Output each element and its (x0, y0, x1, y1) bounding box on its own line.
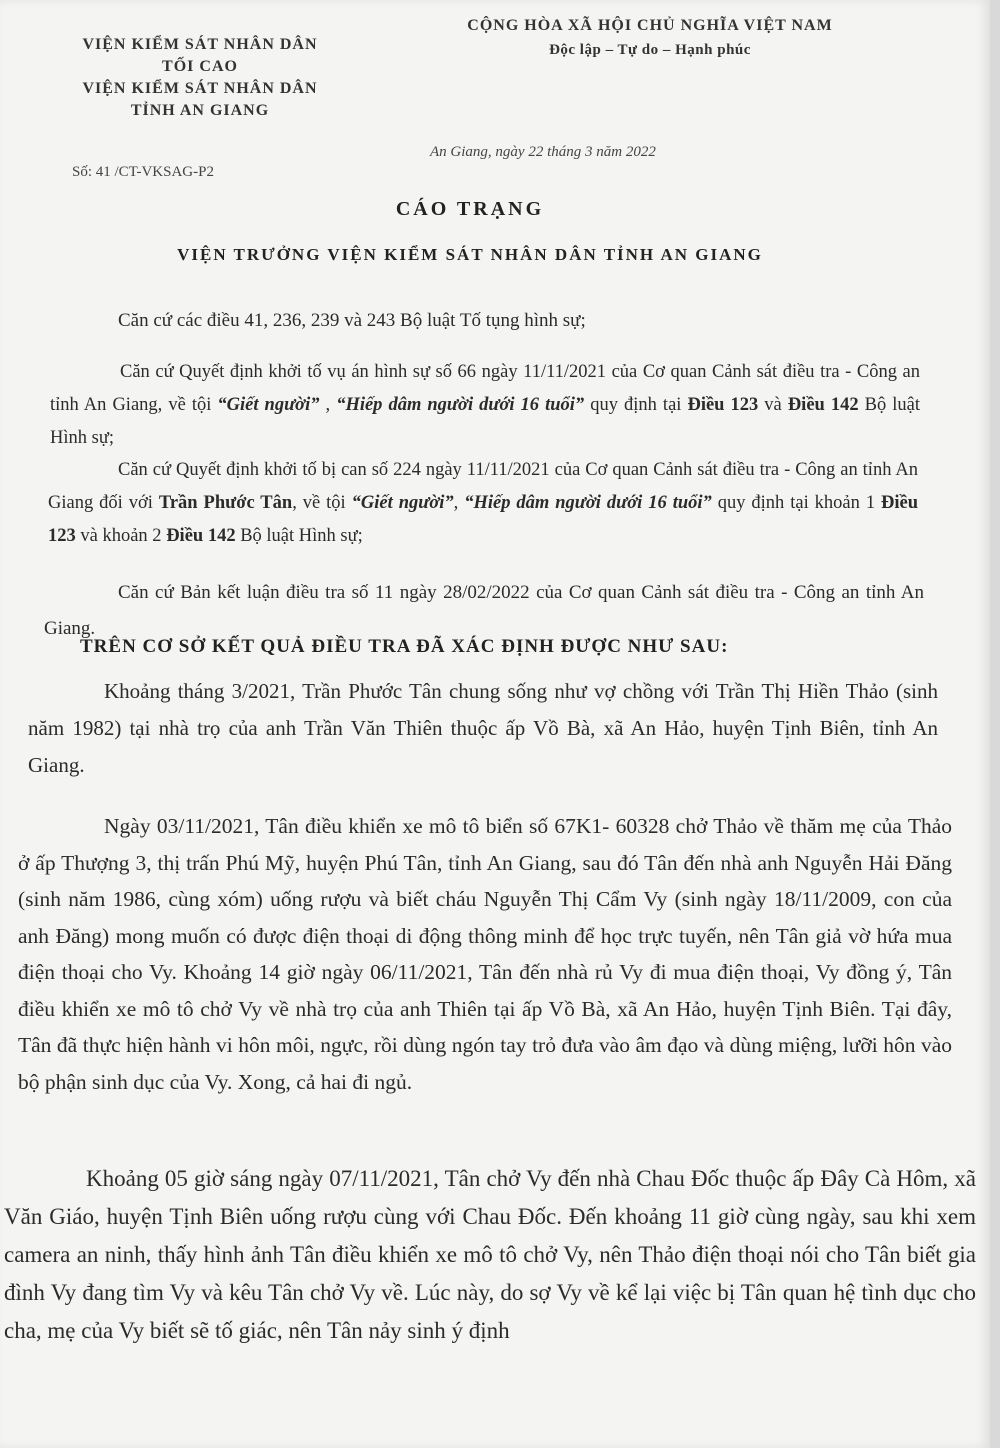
section-heading: TRÊN CƠ SỞ KẾT QUẢ ĐIỀU TRA ĐÃ XÁC ĐỊNH ĐƯỢC NHƯ SAU: (80, 636, 729, 657)
text-run: Căn cứ Quyết định khởi tố bị can số 224 ngày 11/11/2021 của Cơ quan Cảnh sát điều tra - Công an tỉnh An Giang đối với (48, 460, 918, 513)
text-run: , về tội (292, 493, 352, 513)
document-subtitle: VIỆN TRƯỞNG VIỆN KIỂM SÁT NHÂN DÂN TỈNH AN GIANG (177, 245, 763, 264)
agency-line: TỈNH AN GIANG (130, 102, 270, 119)
article-ref: Điều 142 (787, 395, 859, 415)
paragraph-facts-1: Khoảng tháng 3/2021, Trần Phước Tân chung sống như vợ chồng với Trần Thị Hiền Thảo (sinh năm 1982) tại nhà trọ của anh Trần Văn Thiên thuộc ấp Vồ Bà, xã An Hảo, huyện Tịnh Biên, tỉnh An Giang. (28, 679, 938, 777)
document-number: Số: 41 /CT-VKSAG-P2 (72, 164, 214, 180)
text-run: và (758, 395, 788, 415)
paragraph-legal-basis-3 (48, 454, 918, 553)
article-ref: Điều 123 (687, 395, 759, 415)
text-run: , (319, 395, 337, 415)
defendant-name: Trần Phước Tân (158, 493, 293, 513)
document-title: CÁO TRẠNG (395, 198, 545, 220)
text-run: và khoản 2 (75, 526, 167, 546)
paragraph-legal-basis-1: Căn cứ các điều 41, 236, 239 và 243 Bộ luật Tố tụng hình sự; (118, 310, 586, 331)
country-name: CỘNG HÒA XÃ HỘI CHỦ NGHĨA VIỆT NAM (467, 17, 833, 34)
agency-line: VIỆN KIỂM SÁT NHÂN DÂN (82, 36, 318, 53)
agency-line: TỐI CAO (162, 58, 238, 75)
crime-name: “Giết người” (217, 395, 320, 415)
national-motto: Độc lập – Tự do – Hạnh phúc (549, 42, 751, 58)
national-heading (390, 14, 910, 62)
article-ref: Điều 123 (48, 493, 919, 546)
text-run: quy định tại khoản 1 (711, 493, 882, 513)
crime-name: “Giết người” (351, 493, 454, 513)
text-run: Bộ luật Hình sự; (50, 395, 921, 448)
document-date: An Giang, ngày 22 tháng 3 năm 2022 (430, 144, 656, 160)
text-run: Căn cứ Quyết định khởi tố vụ án hình sự số 66 ngày 11/11/2021 của Cơ quan Cảnh sát điều tra - Công an tỉnh An Giang, về tội (50, 362, 920, 415)
issuing-agency (30, 34, 370, 122)
text-run: Bộ luật Hình sự; (235, 526, 363, 546)
text-run: , (453, 493, 465, 513)
agency-line: VIỆN KIỂM SÁT NHÂN DÂN (82, 80, 318, 97)
crime-name: “Hiếp dâm người dưới 16 tuổi” (464, 493, 712, 513)
text-run: quy định tại (584, 395, 688, 415)
paragraph-facts-2: Ngày 03/11/2021, Tân điều khiển xe mô tô biển số 67K1- 60328 chở Thảo về thăm mẹ của Thảo ở ấp Thượng 3, thị trấn Phú Mỹ, huyện Phú Tân, tỉnh An Giang, sau đó Tân đến nhà anh Nguyễn Hải Đăng (sinh năm 1986, cùng xóm) uống rượu và biết cháu Nguyễn Thị Cẩm Vy (sinh ngày 18/11/2009, con của anh Đăng) mong muốn có được điện thoại di động thông minh để học trực tuyến, nên Tân giả vờ hứa mua điện thoại cho Vy. Khoảng 14 giờ ngày 06/11/2021, Tân đến nhà rủ Vy đi mua điện thoại, Vy đồng ý, Tân điều khiển xe mô tô chở Vy về nhà trọ của anh Thiên tại ấp Vồ Bà, xã An Hảo, huyện Tịnh Biên. Tại đây, Tân đã thực hiện hành vi hôn môi, ngực, rồi dùng ngón tay trỏ đưa vào âm đạo và dùng miệng, lưỡi hôn vào bộ phận sinh dục của Vy. Xong, cả hai đi ngủ. (18, 814, 952, 1094)
crime-name: “Hiếp dâm người dưới 16 tuổi” (336, 395, 585, 415)
paragraph-legal-basis-2 (50, 356, 920, 455)
article-ref: Điều 142 (166, 526, 236, 546)
paragraph-facts-3: Khoảng 05 giờ sáng ngày 07/11/2021, Tân chở Vy đến nhà Chau Đốc thuộc ấp Đây Cà Hôm, xã Văn Giáo, huyện Tịnh Biên uống rượu cùng với Chau Đốc. Đến khoảng 11 giờ cùng ngày, sau khi xem camera an ninh, thấy hình ảnh Tân điều khiển xe mô tô chở Vy, nên Thảo điện thoại nói cho Tân biết gia đình Vy đang tìm Vy và kêu Tân chở Vy về. Lúc này, do sợ Vy về kể lại việc bị Tân quan hệ tình dục cho cha, mẹ của Vy biết sẽ tố giác, nên Tân nảy sinh ý định (4, 1166, 976, 1343)
paragraph-legal-basis-4: Căn cứ Bản kết luận điều tra số 11 ngày 28/02/2022 của Cơ quan Cảnh sát điều tra - Công an tỉnh An Giang. (44, 582, 924, 639)
